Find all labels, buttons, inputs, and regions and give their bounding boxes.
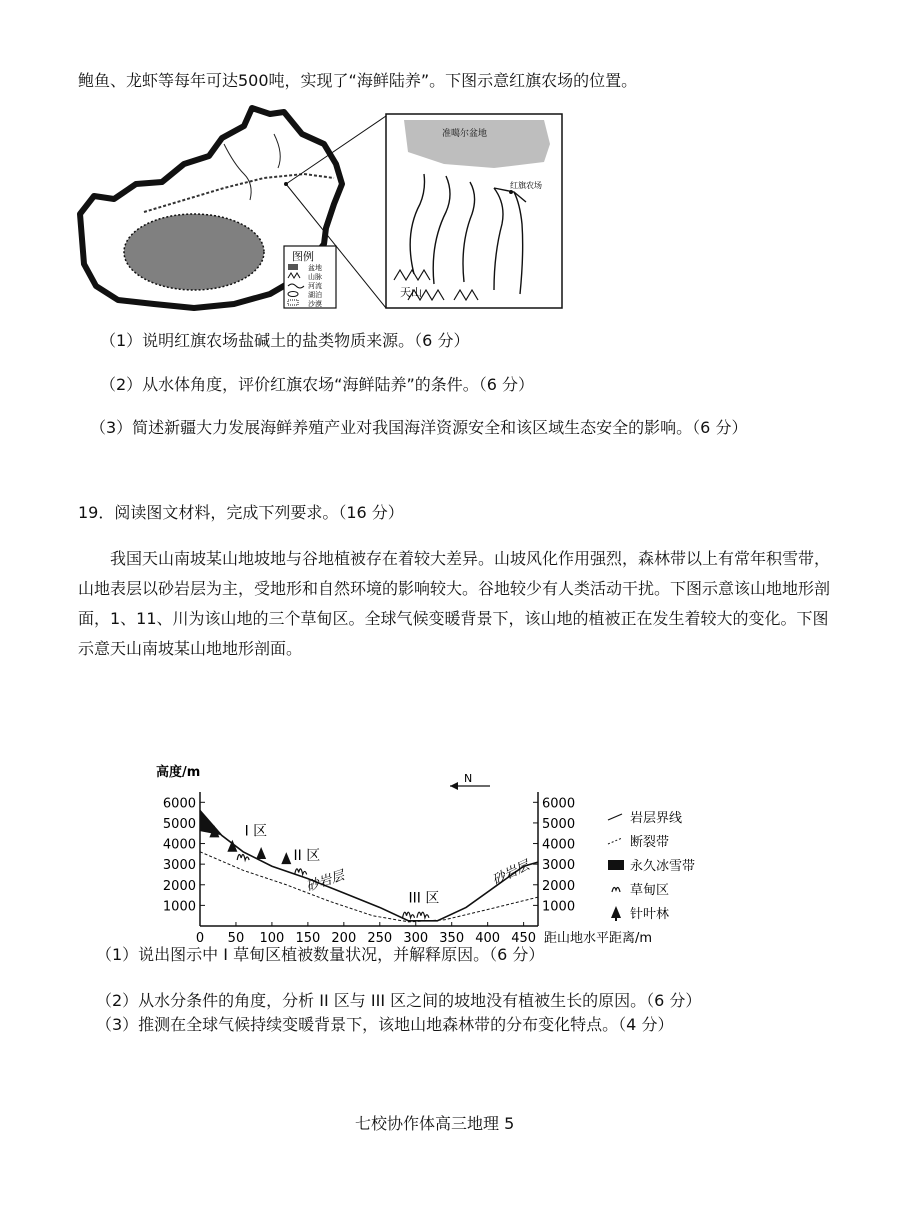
profile-chart	[150, 762, 750, 952]
inset-desert-label: 准噶尔盆地	[442, 129, 488, 139]
rock-layer-label: 砂岩层	[304, 868, 347, 895]
x-tick-label: 50	[227, 931, 245, 946]
y-tick-label-right: 3000	[542, 858, 576, 874]
meadow-mark	[403, 912, 415, 918]
north-label: N	[464, 772, 473, 785]
x-tick-label: 150	[295, 931, 321, 946]
conifer-tree	[256, 847, 266, 859]
meadow-mark	[417, 912, 429, 918]
legend-item: 盆地	[308, 264, 322, 272]
xinjiang-map	[74, 104, 574, 314]
zone-label: II 区	[293, 848, 321, 865]
q19-paragraph: 我国天山南坡某山地坡地与谷地植被存在着较大差异。山坡风化作用强烈，森林带以上有常年积雪带，山地表层以砂岩层为主，受地形和自然环境的影响较大。谷地较少有人类活动干扰。下图示意该山地地形剖面，1、11、川为该山地的三个草甸区。全球气候变暖背景下，该山地的植被正在发生着较大的变化。下图示意天山南坡某山地地形剖面。	[78, 549, 831, 658]
x-tick-label: 300	[403, 931, 429, 946]
legend-fault: 断裂带	[630, 835, 670, 850]
legend-item: 河流	[308, 282, 322, 290]
y-tick-label: 6000	[162, 796, 196, 812]
y-tick-label: 2000	[162, 878, 196, 894]
meadow-mark	[295, 869, 307, 875]
x-axis-label: 距山地水平距离/m	[544, 931, 653, 946]
rock-boundary-line	[200, 852, 538, 922]
y-tick-label-right: 4000	[542, 837, 576, 853]
profile-svg	[150, 762, 750, 948]
x-tick-label: 350	[439, 931, 465, 946]
inset-farm-label: 红旗农场	[510, 181, 542, 190]
legend-item: 沙漠	[308, 300, 322, 308]
x-tick-label: 0	[195, 931, 205, 946]
zone-label: I 区	[244, 823, 268, 840]
x-tick-label: 400	[475, 931, 501, 946]
q19-part2: （2）从水分条件的角度，分析 II 区与 III 区之间的坡地没有植被生长的原因。（6 分）	[96, 991, 702, 1010]
legend-ice: 永久冰雪带	[630, 859, 696, 874]
page-footer: 七校协作体高三地理 5	[355, 1114, 515, 1133]
y-tick-label-right: 6000	[542, 796, 576, 812]
y-tick-label: 3000	[162, 858, 196, 874]
rock-layer-label: 砂岩层	[490, 858, 532, 889]
y-axis-label: 高度/m	[156, 765, 201, 780]
zone-label: III 区	[408, 890, 440, 907]
q19-heading: 19．阅读图文材料，完成下列要求。（16 分）	[78, 503, 404, 522]
q19-part1: （1）说出图示中 I 草甸区植被数量状况，并解释原因。（6 分）	[96, 945, 545, 964]
legend-title: 图例	[292, 250, 314, 263]
legend-rock-boundary: 岩层界线	[630, 811, 683, 826]
y-tick-label-right: 1000	[542, 899, 576, 915]
legend-conifer: 针叶林	[630, 907, 670, 922]
y-tick-label-right: 5000	[542, 816, 576, 832]
y-tick-label: 1000	[162, 899, 196, 915]
x-tick-label: 250	[367, 931, 393, 946]
x-tick-label: 100	[259, 931, 285, 946]
intro-line: 鲍鱼、龙虾等每年可达500吨，实现了“海鲜陆养”。下图示意红旗农场的位置。	[78, 71, 638, 90]
x-tick-label: 200	[331, 931, 357, 946]
map-figure	[74, 104, 574, 318]
meadow-mark	[237, 854, 249, 860]
y-tick-label-right: 2000	[542, 878, 576, 894]
y-tick-label: 4000	[162, 837, 196, 853]
legend-item: 湖泊	[308, 291, 322, 299]
q18-part1: （1）说明红旗农场盐碱土的盐类物质来源。（6 分）	[100, 331, 470, 350]
legend-item: 山脉	[308, 273, 322, 281]
q18-part3: （3）简述新疆大力发展海鲜养殖产业对我国海洋资源安全和该区域生态安全的影响。（6 分）	[90, 418, 748, 437]
x-tick-label: 450	[511, 931, 537, 946]
q19-part3: （3）推测在全球气候持续变暖背景下，该地山地森林带的分布变化特点。（4 分）	[96, 1015, 674, 1034]
legend-meadow: 草甸区	[630, 883, 670, 898]
conifer-tree	[281, 852, 291, 864]
y-tick-label: 5000	[162, 816, 196, 832]
q18-part2: （2）从水体角度，评价红旗农场“海鲜陆养”的条件。（6 分）	[100, 375, 535, 394]
inset-mountain-label: 天山	[400, 286, 422, 299]
